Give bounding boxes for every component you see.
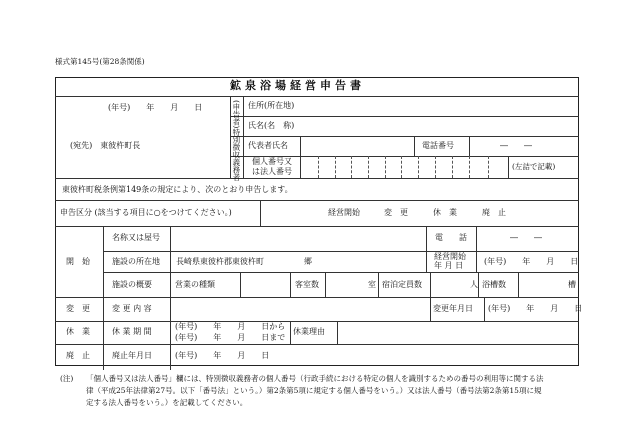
form-table	[55, 77, 579, 366]
suspend-reason-label: 休業理由	[293, 327, 325, 336]
phone-label: 電話番号	[422, 141, 454, 150]
location-value: 長崎県東彼杵郡東彼杵町 郷	[176, 257, 312, 266]
telephone-value: ― ―	[510, 233, 542, 242]
overview-label: 施設の概要	[112, 280, 152, 289]
rooms-label: 客室数	[295, 280, 319, 289]
suspend-to: (年号) 年 月 日まで	[175, 333, 286, 342]
name-label: 氏名(名 称)	[248, 121, 295, 130]
category-change[interactable]: 変 更	[384, 208, 408, 217]
note-line-1: 「個人番号又は法人番号」欄には、特別徴収義務者の個人番号（行政手続における特定の個人を識別するための番号の利用等に関する法	[86, 374, 544, 383]
category-suspend[interactable]: 休 業	[433, 208, 457, 217]
rooms-unit: 室	[368, 280, 376, 289]
capacity-label: 宿泊定員数	[382, 280, 422, 289]
close-date-value: (年号) 年 月 日	[175, 351, 270, 360]
category-start[interactable]: 経営開始	[328, 208, 360, 217]
intro-text: 東彼杵町税条例第149条の規定により、次のとおり申告します。	[62, 185, 293, 194]
telephone-label: 電 話	[435, 233, 467, 242]
phone-value: ― ―	[500, 141, 532, 150]
start-section-label: 開 始	[66, 257, 90, 266]
tubs-label: 浴槽数	[482, 280, 506, 289]
address-label: 住所(所在地)	[248, 101, 295, 110]
id-number-label-1: 個人番号又	[252, 157, 292, 166]
note-line-3: 定する法人番号をいう。）を記載してください。	[86, 398, 248, 407]
tubs-unit: 槽	[568, 280, 576, 289]
change-date-value: (年号) 年 月 日	[488, 304, 583, 313]
suspend-period-label: 休 業 期 間	[112, 327, 152, 336]
close-date-label: 廃止年月日	[112, 351, 152, 360]
reporter-vertical-label: (申告者)特別徴収義務者	[231, 100, 241, 181]
note-line-2: 律（平成25年法律第27号。以下「番号法」という。）第2条第5項に規定する個人番号をいう。）又は法人番号（番号法第2条第15項に規	[86, 386, 542, 395]
addressee: (宛先) 東彼杵町長	[70, 141, 141, 150]
representative-label: 代表者氏名	[248, 141, 288, 150]
change-date-label: 変更年月日	[433, 304, 473, 313]
note-mark: (注)	[60, 374, 74, 383]
form-number: 様式第145号(第28条関係)	[55, 57, 145, 66]
left-align-note: (左詰で記載)	[512, 162, 556, 171]
form-title: 鉱泉浴場経営申告書	[230, 79, 365, 92]
id-number-label-2: は法人番号	[252, 167, 292, 176]
suspend-from: (年号) 年 月 日から	[175, 322, 286, 331]
facility-name-label: 名称又は屋号	[112, 233, 160, 242]
location-label: 施設の所在地	[112, 257, 160, 266]
business-type-label: 営業の種類	[175, 280, 215, 289]
change-content-label: 変 更 内 容	[112, 304, 152, 313]
category-close[interactable]: 廃 止	[482, 208, 506, 217]
start-date-label-1: 経営開始	[434, 252, 466, 261]
category-label: 申告区分 (該当する項目に○をつけてください。)	[60, 208, 232, 217]
change-section-label: 変 更	[66, 304, 90, 313]
suspend-section-label: 休 業	[66, 327, 90, 336]
close-section-label: 廃 止	[66, 351, 90, 360]
start-date-label-2: 年 月 日	[434, 261, 464, 270]
capacity-unit: 人	[470, 280, 478, 289]
submission-date: (年号) 年 月 日	[108, 103, 203, 112]
start-date-value: (年号) 年 月 日	[484, 257, 579, 266]
